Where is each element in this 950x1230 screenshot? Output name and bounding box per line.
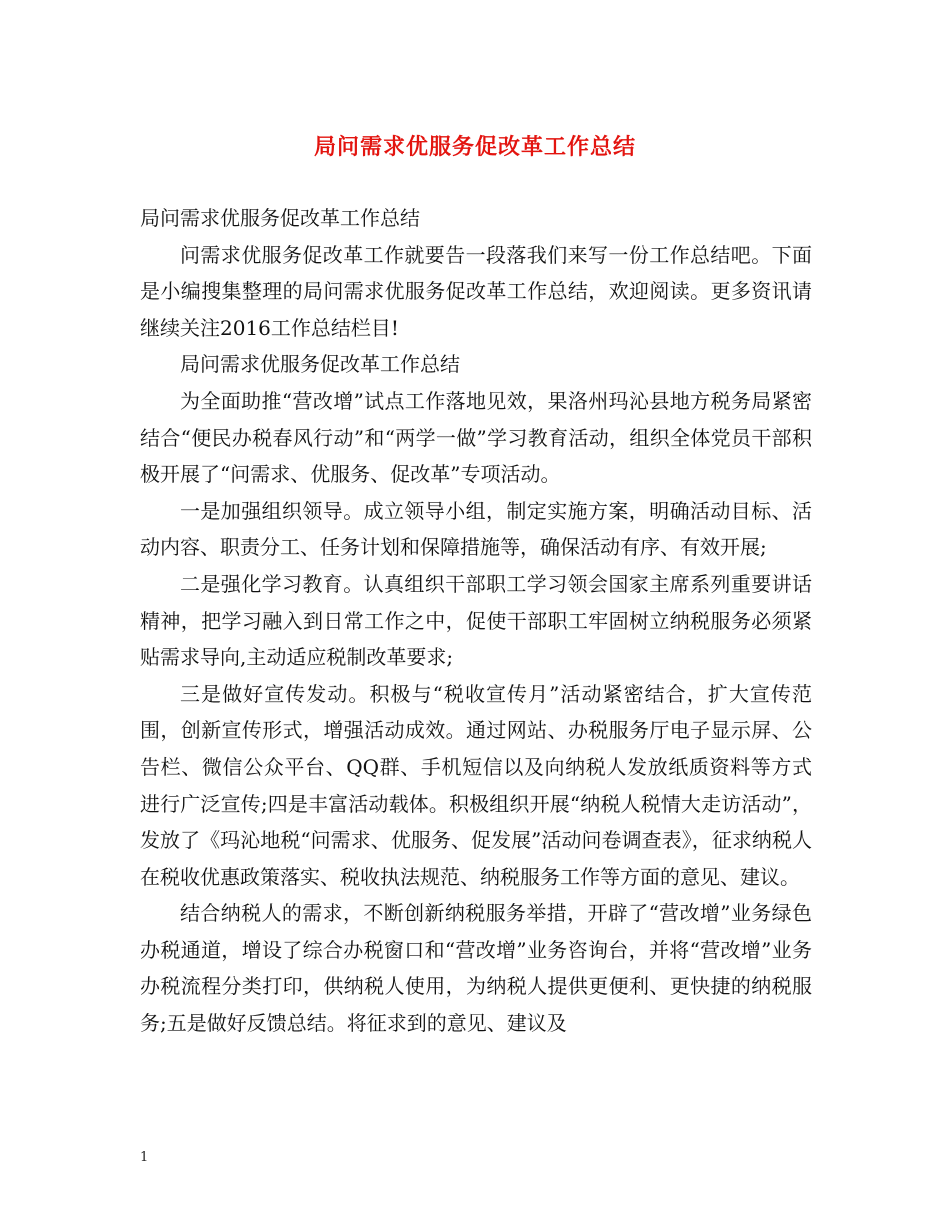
page-number: 1 xyxy=(140,1150,149,1165)
paragraph-point-one: 一是加强组织领导。成立领导小组，制定实施方案，明确活动目标、活动内容、职责分工、任务计划和保障措施等，确保活动有序、有效开展; xyxy=(140,498,812,560)
paragraph-subheading: 局问需求优服务促改革工作总结 xyxy=(180,352,460,377)
document-body xyxy=(140,200,812,1042)
paragraph-point-five: 结合纳税人的需求，不断创新纳税服务举措，开辟了“营改增”业务绿色办税通道，增设了综合办税窗口和“营改增”业务咨询台，并将“营改增”业务办税流程分类打印，供纳税人使用，为纳税人提供更便利、更快捷的纳税服务;五是做好反馈总结。将征求到的意见、建议及 xyxy=(140,901,812,1036)
paragraph-intro: 问需求优服务促改革工作就要告一段落我们来写一份工作总结吧。下面是小编搜集整理的局问需求优服务促改革工作总结，欢迎阅读。更多资讯请继续关注2016工作总结栏目! xyxy=(140,242,812,340)
paragraph-point-two: 二是强化学习教育。认真组织干部职工学习领会国家主席系列重要讲话精神，把学习融入到日常工作之中，促使干部职工牢固树立纳税服务必须紧贴需求导向,主动适应税制改革要求; xyxy=(140,571,812,670)
document-title: 局问需求优服务促改革工作总结 xyxy=(313,134,636,160)
paragraph-heading: 局问需求优服务促改革工作总结 xyxy=(140,206,420,230)
paragraph-point-three: 三是做好宣传发动。积极与“税收宣传月”活动紧密结合，扩大宣传范围，创新宣传形式，增强活动成效。通过网站、办税服务厅电子显示屏、公告栏、微信公众平台、QQ群、手机短信以及向纳税人发放纸质资料等方式进行广泛宣传;四是丰富活动载体。积极组织开展“纳税人税情大走访活动”，发放了《玛沁地税“问需求、优服务、促发展”活动问卷调查表》，征求纳税人在税收优惠政策落实、税收执法规范、纳税服务工作等方面的意见、建议。 xyxy=(140,681,812,889)
paragraph-background: 为全面助推“营改增”试点工作落地见效，果洛州玛沁县地方税务局紧密结合“便民办税春风行动”和“两学一做”学习教育活动，组织全体党员干部积极开展了“问需求、优服务、促改革”专项活动。 xyxy=(140,388,812,487)
